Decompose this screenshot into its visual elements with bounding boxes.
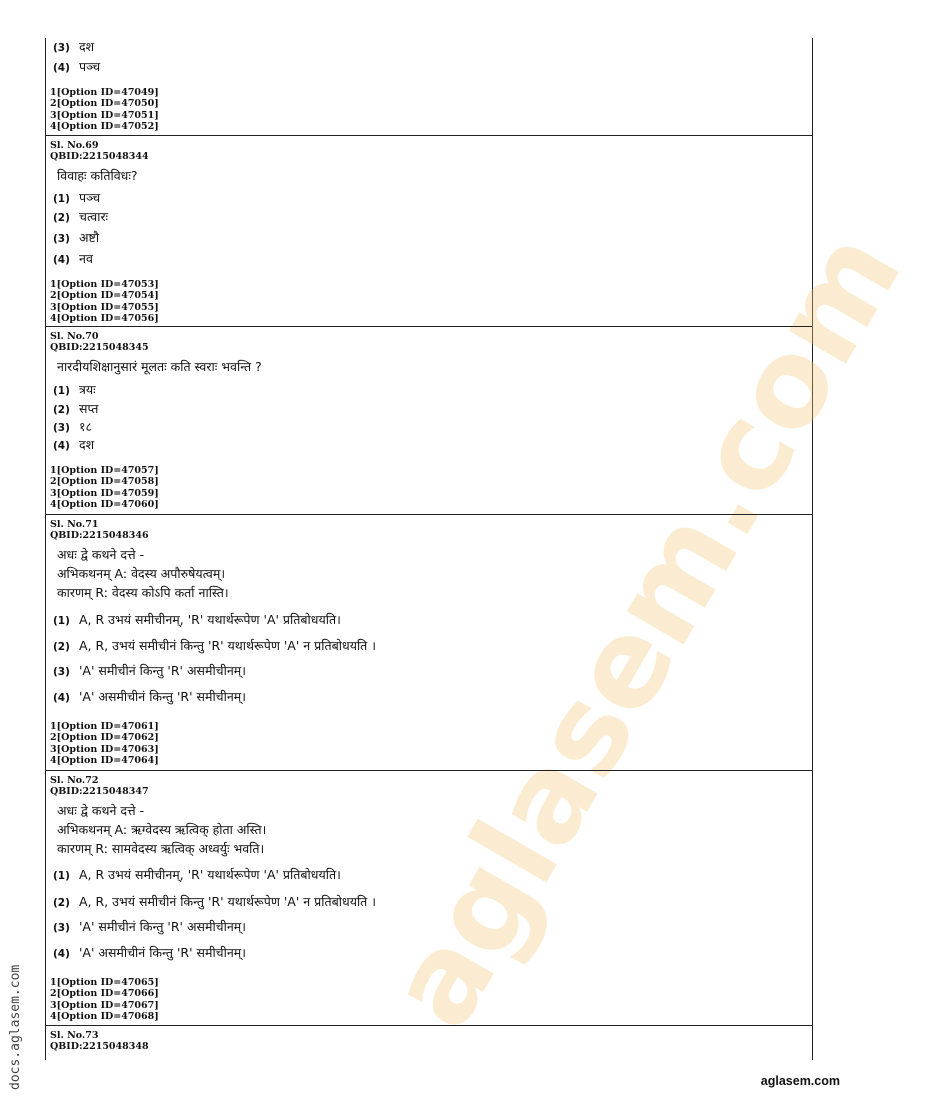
question-text-line-3: कारणम् R: सामवेदस्य ऋत्विक् अध्वर्युः भवति। bbox=[57, 841, 265, 856]
divider bbox=[45, 770, 812, 771]
footer-logo: aglasem.com bbox=[760, 1074, 840, 1088]
question-header: Sl. No.69 QBID:2215048344 bbox=[50, 140, 149, 163]
question-header: Sl. No.70 QBID:2215048345 bbox=[50, 331, 149, 354]
option-id-list: 1[Option ID=47049] 2[Option ID=47050] 3[Option ID=47051] 4[Option ID=47052] bbox=[50, 87, 159, 133]
option-id-list: 1[Option ID=47053] 2[Option ID=47054] 3[Option ID=47055] 4[Option ID=47056] bbox=[50, 279, 159, 325]
question-text-line-2: अभिकथनम् A: ऋग्वेदस्य ऋत्विक् होता अस्ति। bbox=[57, 822, 267, 837]
option-id-list: 1[Option ID=47065] 2[Option ID=47066] 3[Option ID=47067] 4[Option ID=47068] bbox=[50, 977, 159, 1023]
option-1: (1) त्रयः bbox=[53, 382, 96, 397]
option-2: (2) A, R, उभयं समीचीनं किन्तु 'R' यथार्थरूपेण 'A' न प्रतिबोधयति । bbox=[53, 894, 377, 909]
divider bbox=[45, 514, 812, 515]
question-text: विवाहः कतिविधः? bbox=[57, 168, 138, 183]
question-text-line-1: अधः द्वे कथने दत्ते - bbox=[57, 547, 145, 562]
option-id-list: 1[Option ID=47061] 2[Option ID=47062] 3[Option ID=47063] 4[Option ID=47064] bbox=[50, 721, 159, 767]
option-2: (2) चत्वारः bbox=[53, 209, 109, 224]
divider bbox=[45, 135, 812, 136]
option-4: (4) नव bbox=[53, 251, 93, 266]
divider bbox=[45, 1025, 812, 1026]
question-text-line-1: अधः द्वे कथने दत्ते - bbox=[57, 803, 145, 818]
question-header: Sl. No.73 QBID:2215048348 bbox=[50, 1030, 149, 1053]
question-text-line-3: कारणम् R: वेदस्य कोऽपि कर्ता नास्ति। bbox=[57, 585, 229, 600]
option-3: (3) 'A' समीचीनं किन्तु 'R' असमीचीनम्। bbox=[53, 663, 247, 678]
option-1: (1) पञ्च bbox=[53, 190, 101, 205]
option-4: (4) 'A' असमीचीनं किन्तु 'R' समीचीनम्। bbox=[53, 945, 247, 960]
question-text: नारदीयशिक्षानुसारं मूलतः कति स्वराः भवन्ति ? bbox=[57, 359, 262, 374]
option-4: (4) 'A' असमीचीनं किन्तु 'R' समीचीनम्। bbox=[53, 689, 247, 704]
question-header: Sl. No.71 QBID:2215048346 bbox=[50, 519, 149, 542]
option-prev-3: (3) दश bbox=[53, 39, 95, 54]
divider bbox=[45, 326, 812, 327]
option-1: (1) A, R उभयं समीचीनम्, 'R' यथार्थरूपेण 'A' प्रतिबोधयति। bbox=[53, 612, 341, 627]
option-3: (3) 'A' समीचीनं किन्तु 'R' असमीचीनम्। bbox=[53, 919, 247, 934]
watermark: aglasem.com bbox=[362, 208, 928, 1051]
question-header: Sl. No.72 QBID:2215048347 bbox=[50, 775, 149, 798]
option-3: (3) १८ bbox=[53, 419, 93, 434]
option-1: (1) A, R उभयं समीचीनम्, 'R' यथार्थरूपेण 'A' प्रतिबोधयति। bbox=[53, 867, 341, 882]
option-4: (4) दश bbox=[53, 437, 95, 452]
option-2: (2) सप्त bbox=[53, 401, 99, 416]
option-prev-4: (4) पञ्च bbox=[53, 59, 101, 74]
side-url: docs.aglasem.com bbox=[8, 964, 23, 1090]
option-3: (3) अष्टौ bbox=[53, 230, 100, 245]
option-id-list: 1[Option ID=47057] 2[Option ID=47058] 3[Option ID=47059] 4[Option ID=47060] bbox=[50, 465, 159, 511]
option-2: (2) A, R, उभयं समीचीनं किन्तु 'R' यथार्थरूपेण 'A' न प्रतिबोधयति । bbox=[53, 638, 377, 653]
question-text-line-2: अभिकथनम् A: वेदस्य अपौरुषेयत्वम्। bbox=[57, 566, 226, 581]
